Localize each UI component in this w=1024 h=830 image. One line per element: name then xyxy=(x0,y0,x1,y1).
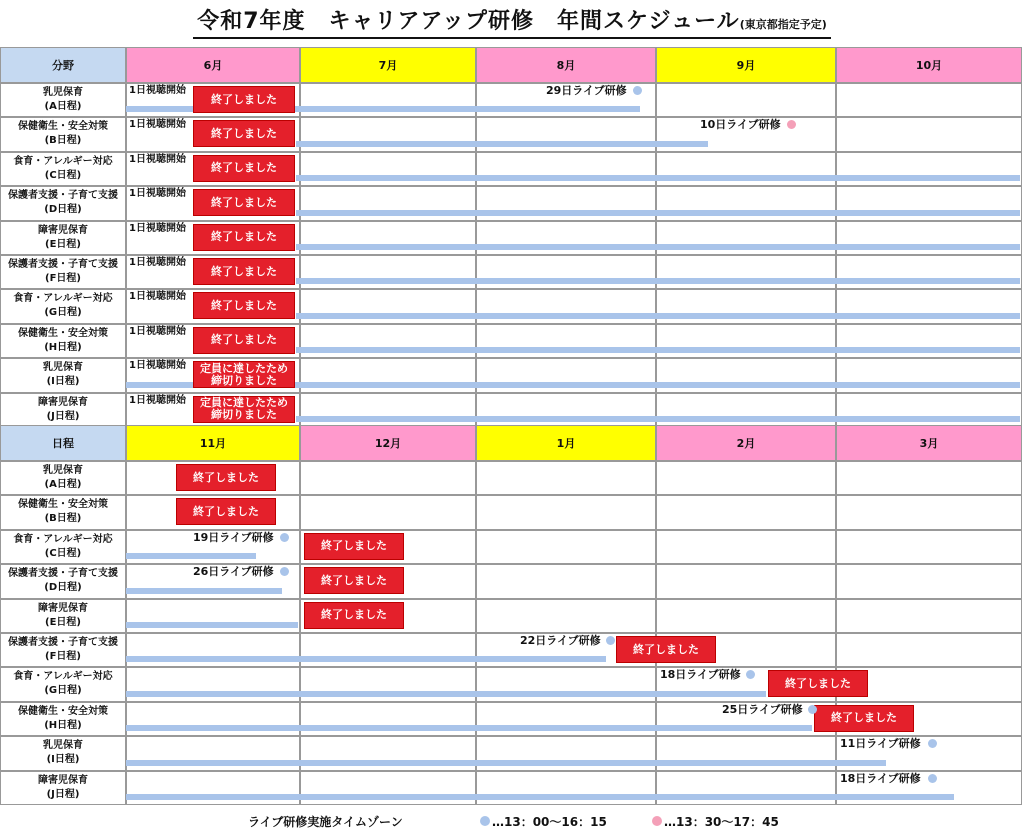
viewing-start-label: 1日視聴開始 xyxy=(129,119,186,131)
row-label xyxy=(0,702,126,736)
viewing-period-bar xyxy=(126,794,954,800)
viewing-start-label: 1日視聴開始 xyxy=(129,360,186,372)
row-label xyxy=(0,599,126,633)
viewing-period-bar xyxy=(126,760,886,766)
viewing-period-bar xyxy=(126,588,282,594)
grid-cell xyxy=(836,461,1022,495)
status-badge: 終了しました xyxy=(176,498,276,525)
row-label-schedule: (C日程) xyxy=(44,169,82,181)
status-badge: 終了しました xyxy=(616,636,716,663)
grid-cell xyxy=(656,461,836,495)
status-badge: 終了しました xyxy=(304,602,404,629)
row-label-schedule: (J日程) xyxy=(46,788,80,800)
viewing-start-label: 1日視聴開始 xyxy=(129,153,186,165)
viewing-period-bar xyxy=(296,244,1020,250)
month-header-bottom-3: 1月 xyxy=(476,425,656,461)
viewing-period-bar xyxy=(126,725,812,731)
row-label-schedule: (I日程) xyxy=(46,376,80,388)
month-header-bottom-2: 12月 xyxy=(300,425,476,461)
row-label xyxy=(0,152,126,186)
grid-cell xyxy=(476,461,656,495)
live-training-label: 11日ライブ研修 xyxy=(840,737,921,751)
schedule-table xyxy=(0,47,1022,799)
status-badge: 終了しました xyxy=(193,189,295,216)
live-training-label: 18日ライブ研修 xyxy=(840,771,921,785)
row-label-schedule: (H日程) xyxy=(44,341,82,353)
legend-blue-dot-icon xyxy=(480,816,490,826)
viewing-start-label: 1日視聴開始 xyxy=(129,222,186,234)
row-label-course: 乳児保育 xyxy=(43,87,83,98)
row-label-course: 保護者支援・子育て支援 xyxy=(8,637,118,648)
live-training-label: 26日ライブ研修 xyxy=(193,565,274,579)
row-label-schedule: (E日程) xyxy=(45,238,81,250)
viewing-start-label: 1日視聴開始 xyxy=(129,188,186,200)
row-label xyxy=(0,461,126,495)
status-badge: 終了しました xyxy=(193,327,295,354)
row-label-schedule: (D日程) xyxy=(44,582,82,594)
live-dot-icon xyxy=(280,533,289,542)
page-title xyxy=(0,4,1024,39)
row-label-schedule: (J日程) xyxy=(46,410,80,422)
grid-cell xyxy=(476,530,656,564)
title-main: 令和7年度 キャリアアップ研修 年間スケジュール xyxy=(197,9,740,34)
grid-cell xyxy=(476,599,656,633)
row-label-schedule: (G日程) xyxy=(44,307,82,319)
row-label xyxy=(0,667,126,701)
legend-pink-dot-icon xyxy=(652,816,662,826)
grid-cell xyxy=(656,83,836,117)
grid-cell xyxy=(836,633,1022,667)
row-label-schedule: (F日程) xyxy=(45,651,81,662)
row-label xyxy=(0,358,126,392)
grid-cell xyxy=(836,530,1022,564)
legend-caption: ライブ研修実施タイムゾーン xyxy=(248,815,403,829)
row-label-course: 乳児保育 xyxy=(43,740,83,752)
grid-cell xyxy=(836,599,1022,633)
grid-cell xyxy=(300,495,476,529)
row-label xyxy=(0,771,126,805)
row-label xyxy=(0,221,126,255)
row-label xyxy=(0,324,126,358)
month-header-bottom-5: 3月 xyxy=(836,425,1022,461)
viewing-start-label: 1日視聴開始 xyxy=(129,257,186,268)
month-header-top-3: 8月 xyxy=(476,47,656,83)
row-label-course: 保護者支援・子育て支援 xyxy=(8,568,118,580)
row-label xyxy=(0,186,126,220)
row-label-course: 保護者支援・子育て支援 xyxy=(8,259,118,270)
viewing-start-label: 1日視聴開始 xyxy=(129,325,186,337)
grid-cell xyxy=(656,564,836,598)
month-header-top-4: 9月 xyxy=(656,47,836,83)
status-badge: 終了しました xyxy=(193,120,295,147)
live-dot-icon xyxy=(606,636,615,645)
legend-pink-text: …13：30～17：45 xyxy=(664,815,779,829)
viewing-period-bar xyxy=(296,347,1020,353)
row-label-schedule: (C日程) xyxy=(44,547,82,559)
row-label-schedule: (E日程) xyxy=(45,616,81,628)
row-label-schedule: (B日程) xyxy=(44,513,82,525)
row-label-schedule: (A日程) xyxy=(44,101,82,112)
row-label xyxy=(0,564,126,598)
live-dot-icon xyxy=(633,86,642,95)
live-training-label: 18日ライブ研修 xyxy=(660,668,741,682)
status-badge: 終了しました xyxy=(193,224,295,251)
viewing-period-bar xyxy=(126,656,606,662)
live-training-label: 22日ライブ研修 xyxy=(520,634,601,647)
row-label-course: 保健衛生・安全対策 xyxy=(18,499,108,511)
grid-cell xyxy=(836,83,1022,117)
row-label xyxy=(0,495,126,529)
status-badge: 定員に達したため 締切りました xyxy=(193,361,295,388)
live-training-label: 10日ライブ研修 xyxy=(700,118,781,132)
row-label-course: 食育・アレルギー対応 xyxy=(13,155,113,167)
month-header-top-2: 7月 xyxy=(300,47,476,83)
row-label xyxy=(0,393,126,427)
row-label-schedule: (G日程) xyxy=(44,685,82,697)
row-label-course: 食育・アレルギー対応 xyxy=(13,293,113,305)
viewing-period-bar xyxy=(296,210,1020,216)
row-label-schedule: (F日程) xyxy=(45,273,81,284)
row-label xyxy=(0,736,126,770)
row-label-course: 乳児保育 xyxy=(43,465,83,476)
viewing-start-label: 1日視聴開始 xyxy=(129,291,186,303)
live-dot-icon xyxy=(928,774,937,783)
grid-cell xyxy=(656,530,836,564)
status-badge: 終了しました xyxy=(193,86,295,113)
row-label xyxy=(0,83,126,117)
row-label-schedule: (A日程) xyxy=(44,479,82,490)
row-label-course: 乳児保育 xyxy=(43,362,83,374)
status-badge: 終了しました xyxy=(814,705,914,732)
title-sub: (東京都指定予定) xyxy=(739,18,827,31)
month-header-bottom-1: 11月 xyxy=(126,425,300,461)
row-label-course: 障害児保育 xyxy=(38,774,88,786)
viewing-period-bar xyxy=(296,141,708,147)
row-label-course: 保護者支援・子育て支援 xyxy=(8,190,118,202)
grid-cell xyxy=(476,564,656,598)
live-training-label: 29日ライブ研修 xyxy=(546,84,627,97)
month-header-bottom-4: 2月 xyxy=(656,425,836,461)
row-label-schedule: (D日程) xyxy=(44,204,82,216)
section-label-header: 日程 xyxy=(0,425,126,461)
viewing-period-bar xyxy=(126,553,256,559)
grid-cell xyxy=(656,495,836,529)
status-badge: 終了しました xyxy=(193,292,295,319)
viewing-period-bar xyxy=(126,691,766,697)
row-label-course: 障害児保育 xyxy=(38,396,88,408)
status-badge: 終了しました xyxy=(304,533,404,560)
viewing-start-label: 1日視聴開始 xyxy=(129,394,186,406)
live-dot-icon xyxy=(808,705,817,714)
grid-cell xyxy=(300,461,476,495)
status-badge: 終了しました xyxy=(768,670,868,697)
legend-blue-text: …13：00～16：15 xyxy=(492,815,607,829)
status-badge: 終了しました xyxy=(193,155,295,182)
row-label xyxy=(0,633,126,667)
status-badge: 定員に達したため 締切りました xyxy=(193,396,295,423)
grid-cell xyxy=(836,117,1022,151)
row-label xyxy=(0,255,126,289)
row-label-course: 食育・アレルギー対応 xyxy=(13,533,113,545)
month-header-top-5: 10月 xyxy=(836,47,1022,83)
viewing-period-bar xyxy=(126,622,298,628)
viewing-period-bar xyxy=(296,416,1020,422)
legend xyxy=(0,813,1024,829)
live-training-label: 19日ライブ研修 xyxy=(193,530,274,544)
viewing-period-bar xyxy=(296,175,1020,181)
row-label-course: 保健衛生・安全対策 xyxy=(18,705,108,717)
row-label xyxy=(0,117,126,151)
row-label-schedule: (H日程) xyxy=(44,719,82,731)
grid-cell xyxy=(656,599,836,633)
status-badge: 終了しました xyxy=(176,464,276,491)
status-badge: 終了しました xyxy=(193,258,295,285)
row-label-schedule: (I日程) xyxy=(46,754,80,766)
grid-cell xyxy=(476,495,656,529)
viewing-period-bar xyxy=(296,313,1020,319)
month-header-top-1: 6月 xyxy=(126,47,300,83)
grid-cell xyxy=(836,495,1022,529)
row-label-course: 保健衛生・安全対策 xyxy=(18,327,108,339)
viewing-period-bar xyxy=(296,278,1020,284)
viewing-start-label: 1日視聴開始 xyxy=(129,85,186,96)
row-label-course: 保健衛生・安全対策 xyxy=(18,121,108,133)
row-label xyxy=(0,289,126,323)
row-label xyxy=(0,530,126,564)
row-label-course: 障害児保育 xyxy=(38,602,88,614)
status-badge: 終了しました xyxy=(304,567,404,594)
section-label-header: 分野 xyxy=(0,47,126,83)
row-label-course: 食育・アレルギー対応 xyxy=(13,671,113,683)
live-training-label: 25日ライブ研修 xyxy=(722,702,803,716)
row-label-schedule: (B日程) xyxy=(44,135,82,147)
row-label-course: 障害児保育 xyxy=(38,224,88,236)
grid-cell xyxy=(836,564,1022,598)
